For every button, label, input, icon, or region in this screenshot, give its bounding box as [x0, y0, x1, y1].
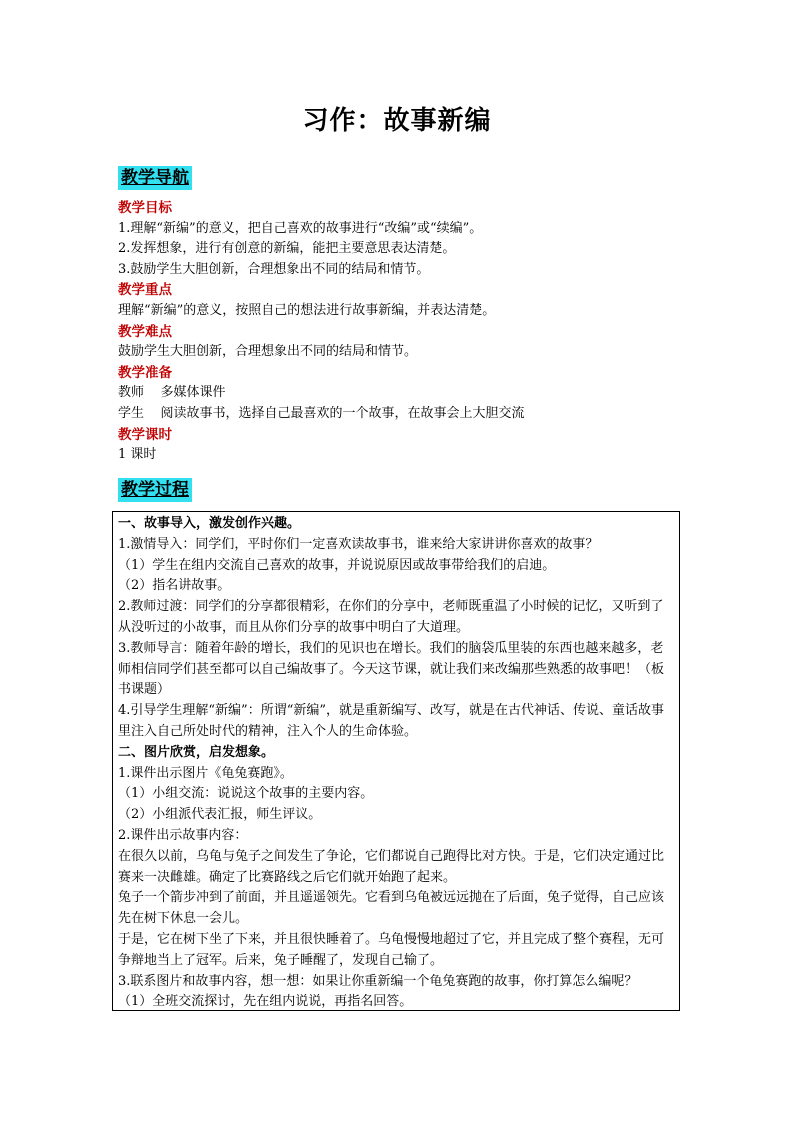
- teaching-process-banner: 教学过程: [118, 478, 192, 502]
- story-paragraph: 于是，它在树下坐了下来，并且很快睡着了。乌龟慢慢地超过了它，并且完成了整个赛程，无可争辩地当上了冠军。后来，兔子睡醒了，发现自己输了。: [118, 931, 665, 968]
- process-line: （2）指名讲故事。: [118, 578, 231, 594]
- process-section-heading: 二、图片欣赏，启发想象。: [118, 744, 275, 760]
- process-line: （1）小组交流：说说这个故事的主要内容。: [118, 786, 374, 802]
- process-line: （2）小组派代表汇报，师生评议。: [118, 807, 322, 823]
- goal-item: 2.发挥想象，进行有创意的新编，能把主要意思表达清楚。: [118, 241, 456, 257]
- class-hours-heading: 教学课时: [118, 426, 172, 443]
- process-line: 2.课件出示故事内容：: [118, 827, 248, 843]
- process-paragraph: 3.教师导言：随着年龄的增长，我们的见识也在增长。我们的脑袋瓜里装的东西也越来越多，老师相信同学们甚至都可以自己编故事了。今天这节课，就让我们来改编那些熟悉的故事吧！（板书课题）: [118, 640, 665, 698]
- process-paragraph: 4.引导学生理解“新编”：所谓“新编”，就是重新编写、改写，就是在古代神话、传说、童话故事里注入自己所处时代的精神，注入个人的生命体验。: [118, 703, 664, 739]
- key-points-heading: 教学重点: [118, 282, 172, 299]
- key-points-text: 理解“新编”的意义，按照自己的想法进行故事新编，并表达清楚。: [118, 302, 496, 318]
- process-line: （1）学生在组内交流自己喜欢的故事，并说说原因或故事带给我们的启迪。: [118, 557, 556, 573]
- process-line: 3.联系图片和故事内容，想一想：如果让你重新编一个龟兔赛跑的故事，你打算怎么编呢？: [118, 973, 638, 989]
- process-section-heading: 一、故事导入，激发创作兴趣。: [118, 516, 301, 531]
- preparation-item: 教师 多媒体课件: [118, 385, 226, 401]
- goal-item: 1.理解“新编”的意义，把自己喜欢的故事进行“改编”或“续编”。: [118, 220, 483, 236]
- preparation-item: 学生 阅读故事书，选择自己最喜欢的一个故事，在故事会上大胆交流: [118, 405, 525, 421]
- difficulty-text: 鼓励学生大胆创新，合理想象出不同的结局和情节。: [118, 344, 418, 360]
- process-line: （1）全班交流探讨，先在组内说说，再指名回答。: [118, 994, 413, 1010]
- process-line: 1.激情导入：同学们，平时你们一定喜欢读故事书，谁来给大家讲讲你喜欢的故事？: [118, 536, 599, 552]
- story-paragraph: 兔子一个箭步冲到了前面，并且遥遥领先。它看到乌龟被远远抛在了后面，兔子觉得，自己应该先在树下休息一会儿。: [118, 890, 665, 927]
- story-paragraph: 在很久以前，乌龟与兔子之间发生了争论，它们都说自己跑得比对方快。于是，它们决定通过比赛来一决雌雄。确定了比赛路线之后它们就开始跑了起来。: [118, 848, 665, 885]
- page-title: 习作：故事新编: [302, 106, 492, 136]
- difficulty-heading: 教学难点: [118, 323, 172, 340]
- process-paragraph: 2.教师过渡：同学们的分享都很精彩，在你们的分享中，老师既重温了小时候的记忆，又听到了从没听过的小故事，而且从你们分享的故事中明白了大道理。: [118, 599, 664, 635]
- teaching-process-box: [112, 511, 680, 1011]
- goal-item: 3.鼓励学生大胆创新，合理想象出不同的结局和情节。: [118, 261, 430, 277]
- process-line: 1.课件出示图片《龟兔赛跑》。: [118, 765, 293, 781]
- goals-heading: 教学目标: [118, 200, 172, 216]
- teaching-guide-banner: 教学导航: [118, 166, 192, 190]
- teaching-guide-section: [118, 198, 688, 466]
- class-hours-text: 1 课时: [118, 447, 157, 463]
- preparation-heading: 教学准备: [118, 364, 172, 381]
